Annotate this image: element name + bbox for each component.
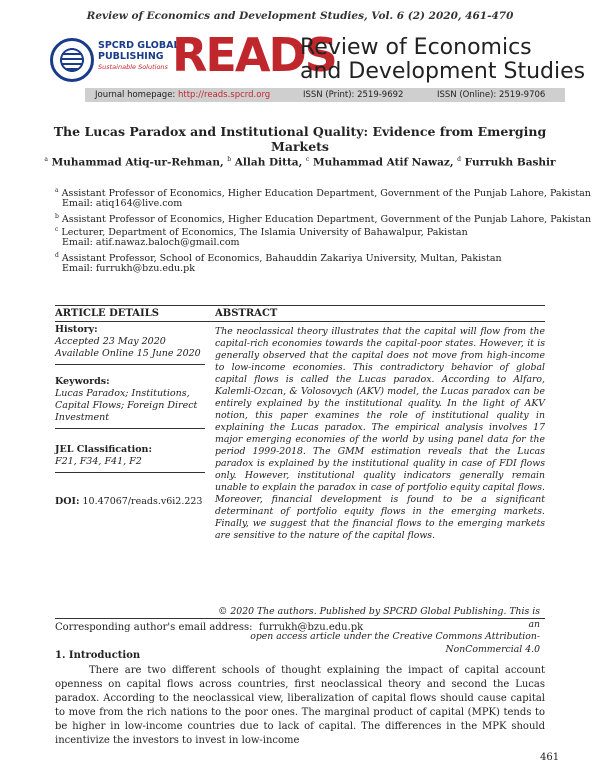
homepage-link[interactable]: http://reads.spcrd.org: [178, 90, 271, 100]
intro-paragraph: There are two different schools of thought explaining the impact of capital account openness on capital flows across countries, first neoclassical theory and second the Lucas paradox. According to the neoclassical view, liberalization of capital flows should cause capital to move from the rich nations to the poor ones. The marginal product of capital (MPK) tends to be higher in low-income countries due to lack of capital. The differences in the MPK should incentivize the investors to invest in low-income: [55, 665, 545, 746]
abstract-header: ABSTRACT: [215, 308, 278, 319]
doi-section: DOI: 10.47067/reads.v6i2.223: [55, 496, 203, 507]
corresponding-author: Corresponding author's email address: furrukh@bzu.edu.pk: [55, 622, 364, 633]
jel-section: JEL Classification: F21, F34, F41, F2: [55, 444, 152, 467]
history-section: History: Accepted 23 May 2020 Available Online 15 June 2020: [55, 324, 201, 359]
divider: [55, 472, 205, 473]
table-header-rule: [55, 321, 545, 322]
page-number: 461: [540, 752, 560, 763]
journal-info-bar: [85, 88, 565, 102]
reads-brand: READS: [172, 28, 336, 82]
corresponding-email[interactable]: furrukh@bzu.edu.pk: [258, 622, 364, 633]
section-heading: 1. Introduction: [55, 650, 141, 661]
abstract-text: The neoclassical theory illustrates that the capital will flow from the capital-rich economies towards the capital-poor states. However, it is generally observed that the capital does not move from high-income to low-income economies. This contradictory behavior of global capital flows is called the Lucas paradox. According to Alfaro, Kalemli-Ozcan, & Volosovych (AKV) model, the Lucas paradox can be entirely explained by the institutional quality. In the light of AKV notion, this paper examines the role of institutional quality in explaining the Lucas paradox. The empirical analysis involves 17 major emerging economies of the world by using panel data for the period 1999-2018. The GMM estimation reveals that the Lucas paradox is explained by the institutional quality in case of FDI flows only. However, institutional quality indicators generally remain unable to explain the paradox in case of portfolio equity capital flows. Moreover, financial development is found to be a significant determinant of portfolio equity flows in the emerging markets. Finally, we suggest that the financial flows to the emerging markets are sensitive to the nature of the capital flows.: [215, 326, 545, 541]
affiliation: $^a$ Assistant Professor of Economics, Higher Education Department, Government of the Punjab Lahore, Pakistan: [55, 187, 591, 200]
affiliation-email: Email: atif.nawaz.baloch@gmail.com: [62, 237, 240, 248]
affiliation: $^b$ Assistant Professor of Economics, Higher Education Department, Government of the Punjab Lahore, Pakistan: [55, 213, 592, 226]
paper-title: The Lucas Paradox and Institutional Quality: Evidence from Emerging Markets: [53, 124, 547, 154]
table-top-rule: [55, 305, 545, 306]
affiliation: $^c$ Lecturer, Department of Economics, The Islamia University of Bahawalpur, Pakistan: [55, 226, 468, 239]
doi-link[interactable]: 10.47067/reads.v6i2.223: [82, 496, 203, 507]
divider: [55, 428, 205, 429]
affiliation-email: Email: furrukh@bzu.edu.pk: [62, 263, 196, 274]
article-details-header: ARTICLE DETAILS: [55, 308, 159, 319]
affiliation: $^d$ Assistant Professor, School of Economics, Bahauddin Zakariya University, Multan, Pakistan: [55, 252, 502, 265]
author-list: $^a$ Muhammad Atiq-ur-Rehman, $^b$ Allah Ditta, $^c$ Muhammad Atif Nawaz, $^d$ Furrukh Bashir: [44, 156, 556, 169]
homepage-line: Journal homepage: http://reads.spcrd.org: [95, 90, 271, 100]
affiliation-email: Email: atiq164@live.com: [62, 198, 183, 209]
spcrd-logo: [50, 34, 180, 90]
divider: [55, 364, 205, 365]
table-bottom-rule: [55, 618, 545, 619]
globe-icon: [50, 38, 94, 82]
license-notice: © 2020 The authors. Published by SPCRD Global Publishing. This is an open access article under the Creative Commons Attribution- NonCommercial 4.0: [218, 606, 540, 655]
journal-citation: Review of Economics and Development Studies, Vol. 6 (2) 2020, 461-470: [86, 10, 514, 22]
journal-title: Review of Economics and Development Studies: [300, 35, 586, 84]
publisher-name: SPCRD GLOBAL PUBLISHING Sustainable Solutions: [98, 40, 180, 71]
issn-print: ISSN (Print): 2519-9692: [303, 90, 404, 100]
keywords-section: Keywords: Lucas Paradox; Institutions, Capital Flows; Foreign Direct Investment: [55, 376, 198, 423]
issn-online: ISSN (Online): 2519-9706: [437, 90, 546, 100]
